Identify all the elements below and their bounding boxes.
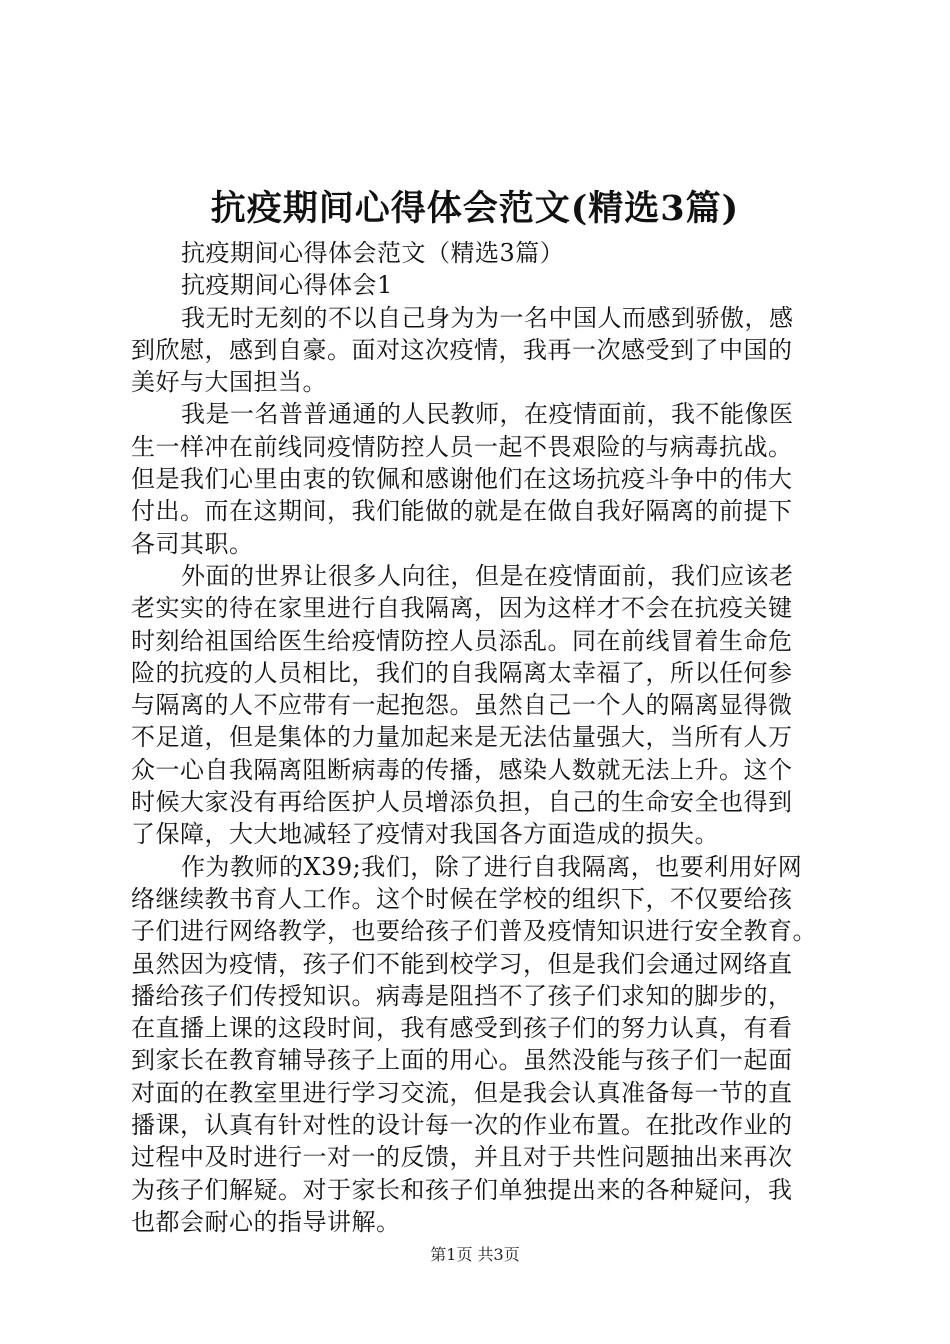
text-line: 但是我们心里由衷的钦佩和感谢他们在这场抗疫斗争中的伟大 <box>131 465 793 494</box>
text-line: 播课，认真有针对性的设计每一次的作业布置。在批改作业的 <box>131 1111 793 1140</box>
text-line: 老实实的待在家里进行自我隔离，因为这样才不会在抗疫关键 <box>131 594 793 623</box>
text-line: 抗疫期间心得体会1 <box>181 271 393 300</box>
text-line: 络继续教书育人工作。这个时候在学校的组织下，不仅要给孩 <box>131 884 793 913</box>
text-line: 生一样冲在前线同疫情防控人员一起不畏艰险的与病毒抗战。 <box>131 432 793 461</box>
text-line: 险的抗疫的人员相比，我们的自我隔离太幸福了，所以任何参 <box>131 658 793 687</box>
text-line: 与隔离的人不应带有一起抱怨。虽然自己一个人的隔离显得微 <box>131 691 793 720</box>
text-line: 在直播上课的这段时间，我有感受到孩子们的努力认真，有看 <box>131 1014 793 1043</box>
text-line: 到家长在教育辅导孩子上面的用心。虽然没能与孩子们一起面 <box>131 1046 793 1075</box>
page-footer: 第1页 共3页 <box>430 1245 520 1264</box>
text-line: 过程中及时进行一对一的反馈，并且对于共性问题抽出来再次 <box>131 1143 793 1172</box>
text-line: 众一心自我隔离阻断病毒的传播，感染人数就无法上升。这个 <box>131 755 793 784</box>
text-line: 时刻给祖国给医生给疫情防控人员添乱。同在前线冒着生命危 <box>131 626 793 655</box>
text-line: 虽然因为疫情，孩子们不能到校学习，但是我们会通过网络直 <box>131 949 793 978</box>
text-line: 外面的世界让很多人向往，但是在疫情面前，我们应该老 <box>181 561 794 590</box>
document-body <box>131 237 843 1238</box>
text-line: 对面的在教室里进行学习交流，但是我会认真准备每一节的直 <box>131 1078 793 1107</box>
text-line: 各司其职。 <box>131 529 254 558</box>
text-line: 作为教师的X39;我们，除了进行自我隔离，也要利用好网 <box>181 852 803 881</box>
text-line: 不足道，但是集体的力量加起来是无法估量强大，当所有人万 <box>131 723 793 752</box>
text-line: 到欣慰，感到自豪。面对这次疫情，我再一次感受到了中国的 <box>131 335 793 364</box>
text-line: 付出。而在这期间，我们能做的就是在做自我好隔离的前提下 <box>131 497 793 526</box>
text-line: 也都会耐心的指导讲解。 <box>131 1207 401 1236</box>
text-line: 美好与大国担当。 <box>131 368 327 397</box>
text-line: 播给孩子们传授知识。病毒是阻挡不了孩子们求知的脚步的， <box>131 981 793 1010</box>
text-line: 我无时无刻的不以自己身为为一名中国人而感到骄傲，感 <box>181 303 794 332</box>
text-line: 我是一名普普通通的人民教师，在疫情面前，我不能像医 <box>181 400 794 429</box>
text-line: 时候大家没有再给医护人员增添负担，自己的生命安全也得到 <box>131 788 793 817</box>
text-line: 抗疫期间心得体会范文（精选3篇） <box>181 239 565 267</box>
text-line: 了保障，大大地减轻了疫情对我国各方面造成的损失。 <box>131 820 719 849</box>
text-line: 为孩子们解疑。对于家长和孩子们单独提出来的各种疑问，我 <box>131 1175 793 1204</box>
text-line: 子们进行网络教学，也要给孩子们普及疫情知识进行安全教育。 <box>131 917 817 946</box>
document-title: 抗疫期间心得体会范文(精选3篇) <box>210 188 740 229</box>
